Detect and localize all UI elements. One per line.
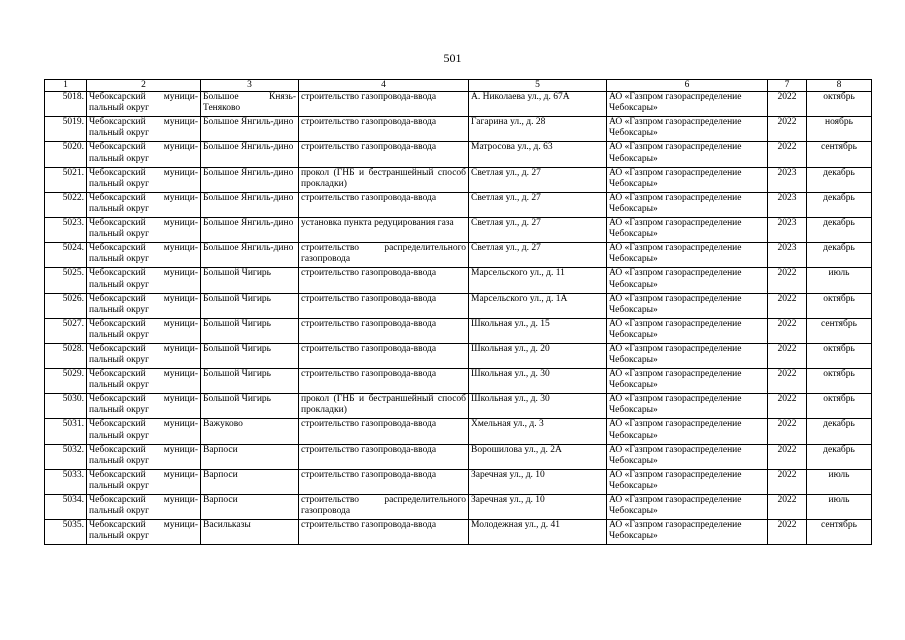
organization-cell: АО «Газпром газораспределение Чебоксары» bbox=[607, 469, 768, 494]
table-row bbox=[45, 444, 872, 469]
district-cell: Чебоксарский муници-пальный округ bbox=[87, 394, 201, 419]
year-cell: 2022 bbox=[768, 343, 807, 368]
year-cell: 2022 bbox=[768, 92, 807, 117]
organization-cell: АО «Газпром газораспределение Чебоксары» bbox=[607, 268, 768, 293]
district-cell: Чебоксарский муници-пальный округ bbox=[87, 192, 201, 217]
work-type-cell: строительство газопровода-ввода bbox=[299, 268, 469, 293]
table-row bbox=[45, 419, 872, 444]
settlement-cell: Большой Чигирь bbox=[201, 268, 299, 293]
address-cell: Молодежная ул., д. 41 bbox=[469, 520, 607, 545]
table-row bbox=[45, 520, 872, 545]
organization-cell: АО «Газпром газораспределение Чебоксары» bbox=[607, 167, 768, 192]
work-type-cell: прокол (ГНБ и бестраншейный способ прокладки) bbox=[299, 394, 469, 419]
month-cell: октябрь bbox=[807, 343, 872, 368]
work-type-cell: строительство газопровода-ввода bbox=[299, 192, 469, 217]
table-row bbox=[45, 318, 872, 343]
year-cell: 2022 bbox=[768, 469, 807, 494]
district-cell: Чебоксарский муници-пальный округ bbox=[87, 167, 201, 192]
column-header: 5 bbox=[469, 80, 607, 92]
address-cell: Светлая ул., д. 27 bbox=[469, 192, 607, 217]
work-type-cell: строительство распределительного газопровода bbox=[299, 495, 469, 520]
address-cell: А. Николаева ул., д. 67А bbox=[469, 92, 607, 117]
month-cell: декабрь bbox=[807, 192, 872, 217]
column-header: 3 bbox=[201, 80, 299, 92]
row-number-cell: 5018. bbox=[45, 92, 87, 117]
organization-cell: АО «Газпром газораспределение Чебоксары» bbox=[607, 495, 768, 520]
table-row bbox=[45, 217, 872, 242]
table-row bbox=[45, 268, 872, 293]
header-row bbox=[45, 80, 872, 92]
month-cell: октябрь bbox=[807, 369, 872, 394]
year-cell: 2022 bbox=[768, 318, 807, 343]
month-cell: июль bbox=[807, 268, 872, 293]
settlement-cell: Важуково bbox=[201, 419, 299, 444]
settlement-cell: Варпоси bbox=[201, 444, 299, 469]
organization-cell: АО «Газпром газораспределение Чебоксары» bbox=[607, 318, 768, 343]
organization-cell: АО «Газпром газораспределение Чебоксары» bbox=[607, 520, 768, 545]
month-cell: июль bbox=[807, 495, 872, 520]
year-cell: 2022 bbox=[768, 419, 807, 444]
table-row bbox=[45, 243, 872, 268]
work-type-cell: строительство газопровода-ввода bbox=[299, 92, 469, 117]
address-cell: Матросова ул., д. 63 bbox=[469, 142, 607, 167]
work-type-cell: установка пункта редуцирования газа bbox=[299, 217, 469, 242]
table-row bbox=[45, 343, 872, 368]
organization-cell: АО «Газпром газораспределение Чебоксары» bbox=[607, 369, 768, 394]
work-type-cell: прокол (ГНБ и бестраншейный способ прокладки) bbox=[299, 167, 469, 192]
column-header: 1 bbox=[45, 80, 87, 92]
year-cell: 2022 bbox=[768, 394, 807, 419]
settlement-cell: Большой Чигирь bbox=[201, 318, 299, 343]
month-cell: сентябрь bbox=[807, 142, 872, 167]
address-cell: Марсельского ул., д. 11 bbox=[469, 268, 607, 293]
row-number-cell: 5022. bbox=[45, 192, 87, 217]
work-type-cell: строительство газопровода-ввода bbox=[299, 293, 469, 318]
organization-cell: АО «Газпром газораспределение Чебоксары» bbox=[607, 92, 768, 117]
row-number-cell: 5027. bbox=[45, 318, 87, 343]
year-cell: 2022 bbox=[768, 495, 807, 520]
address-cell: Ворошилова ул., д. 2А bbox=[469, 444, 607, 469]
settlement-cell: Васильказы bbox=[201, 520, 299, 545]
year-cell: 2023 bbox=[768, 217, 807, 242]
year-cell: 2022 bbox=[768, 117, 807, 142]
organization-cell: АО «Газпром газораспределение Чебоксары» bbox=[607, 243, 768, 268]
district-cell: Чебоксарский муници-пальный округ bbox=[87, 419, 201, 444]
year-cell: 2022 bbox=[768, 444, 807, 469]
district-cell: Чебоксарский муници-пальный округ bbox=[87, 117, 201, 142]
district-cell: Чебоксарский муници-пальный округ bbox=[87, 495, 201, 520]
settlement-cell: Большой Чигирь bbox=[201, 394, 299, 419]
settlement-cell: Варпоси bbox=[201, 469, 299, 494]
table-row bbox=[45, 92, 872, 117]
work-type-cell: строительство газопровода-ввода bbox=[299, 369, 469, 394]
organization-cell: АО «Газпром газораспределение Чебоксары» bbox=[607, 394, 768, 419]
table-row bbox=[45, 167, 872, 192]
address-cell: Заречная ул., д. 10 bbox=[469, 495, 607, 520]
column-header: 8 bbox=[807, 80, 872, 92]
month-cell: сентябрь bbox=[807, 520, 872, 545]
organization-cell: АО «Газпром газораспределение Чебоксары» bbox=[607, 419, 768, 444]
row-number-cell: 5034. bbox=[45, 495, 87, 520]
year-cell: 2022 bbox=[768, 520, 807, 545]
organization-cell: АО «Газпром газораспределение Чебоксары» bbox=[607, 217, 768, 242]
work-type-cell: строительство распределительного газопровода bbox=[299, 243, 469, 268]
table-body bbox=[45, 92, 872, 545]
organization-cell: АО «Газпром газораспределение Чебоксары» bbox=[607, 293, 768, 318]
year-cell: 2022 bbox=[768, 293, 807, 318]
year-cell: 2022 bbox=[768, 142, 807, 167]
month-cell: сентябрь bbox=[807, 318, 872, 343]
column-header: 6 bbox=[607, 80, 768, 92]
work-type-cell: строительство газопровода-ввода bbox=[299, 117, 469, 142]
table-header bbox=[45, 80, 872, 92]
settlement-cell: Большое Князь-Теняково bbox=[201, 92, 299, 117]
district-cell: Чебоксарский муници-пальный округ bbox=[87, 243, 201, 268]
organization-cell: АО «Газпром газораспределение Чебоксары» bbox=[607, 117, 768, 142]
settlement-cell: Большое Янгиль-дино bbox=[201, 243, 299, 268]
table-row bbox=[45, 495, 872, 520]
district-cell: Чебоксарский муници-пальный округ bbox=[87, 343, 201, 368]
work-type-cell: строительство газопровода-ввода bbox=[299, 419, 469, 444]
row-number-cell: 5019. bbox=[45, 117, 87, 142]
work-type-cell: строительство газопровода-ввода bbox=[299, 469, 469, 494]
address-cell: Школьная ул., д. 15 bbox=[469, 318, 607, 343]
table-row bbox=[45, 117, 872, 142]
year-cell: 2022 bbox=[768, 268, 807, 293]
year-cell: 2023 bbox=[768, 243, 807, 268]
table-row bbox=[45, 293, 872, 318]
column-header: 4 bbox=[299, 80, 469, 92]
row-number-cell: 5031. bbox=[45, 419, 87, 444]
month-cell: декабрь bbox=[807, 419, 872, 444]
table-row bbox=[45, 192, 872, 217]
settlement-cell: Большой Чигирь bbox=[201, 343, 299, 368]
settlement-cell: Большое Янгиль-дино bbox=[201, 167, 299, 192]
address-cell: Хмельная ул., д. 3 bbox=[469, 419, 607, 444]
column-header: 2 bbox=[87, 80, 201, 92]
settlement-cell: Большое Янгиль-дино bbox=[201, 217, 299, 242]
settlement-cell: Большой Чигирь bbox=[201, 369, 299, 394]
organization-cell: АО «Газпром газораспределение Чебоксары» bbox=[607, 343, 768, 368]
district-cell: Чебоксарский муници-пальный округ bbox=[87, 444, 201, 469]
district-cell: Чебоксарский муници-пальный округ bbox=[87, 217, 201, 242]
district-cell: Чебоксарский муници-пальный округ bbox=[87, 369, 201, 394]
row-number-cell: 5035. bbox=[45, 520, 87, 545]
page-number: 501 bbox=[443, 51, 462, 65]
month-cell: декабрь bbox=[807, 167, 872, 192]
work-type-cell: строительство газопровода-ввода bbox=[299, 520, 469, 545]
district-cell: Чебоксарский муници-пальный округ bbox=[87, 92, 201, 117]
table-row bbox=[45, 469, 872, 494]
settlement-cell: Большое Янгиль-дино bbox=[201, 142, 299, 167]
address-cell: Светлая ул., д. 27 bbox=[469, 243, 607, 268]
work-type-cell: строительство газопровода-ввода bbox=[299, 444, 469, 469]
district-cell: Чебоксарский муници-пальный округ bbox=[87, 293, 201, 318]
address-cell: Школьная ул., д. 20 bbox=[469, 343, 607, 368]
organization-cell: АО «Газпром газораспределение Чебоксары» bbox=[607, 142, 768, 167]
row-number-cell: 5023. bbox=[45, 217, 87, 242]
month-cell: декабрь bbox=[807, 243, 872, 268]
organization-cell: АО «Газпром газораспределение Чебоксары» bbox=[607, 444, 768, 469]
month-cell: октябрь bbox=[807, 293, 872, 318]
month-cell: ноябрь bbox=[807, 117, 872, 142]
table-row bbox=[45, 142, 872, 167]
organization-cell: АО «Газпром газораспределение Чебоксары» bbox=[607, 192, 768, 217]
year-cell: 2022 bbox=[768, 369, 807, 394]
settlement-cell: Большое Янгиль-дино bbox=[201, 192, 299, 217]
row-number-cell: 5025. bbox=[45, 268, 87, 293]
row-number-cell: 5032. bbox=[45, 444, 87, 469]
month-cell: июль bbox=[807, 469, 872, 494]
address-cell: Марсельского ул., д. 1А bbox=[469, 293, 607, 318]
row-number-cell: 5026. bbox=[45, 293, 87, 318]
column-header: 7 bbox=[768, 80, 807, 92]
district-cell: Чебоксарский муници-пальный округ bbox=[87, 142, 201, 167]
month-cell: декабрь bbox=[807, 444, 872, 469]
row-number-cell: 5028. bbox=[45, 343, 87, 368]
district-cell: Чебоксарский муници-пальный округ bbox=[87, 520, 201, 545]
address-cell: Школьная ул., д. 30 bbox=[469, 369, 607, 394]
month-cell: декабрь bbox=[807, 217, 872, 242]
row-number-cell: 5030. bbox=[45, 394, 87, 419]
row-number-cell: 5020. bbox=[45, 142, 87, 167]
work-type-cell: строительство газопровода-ввода bbox=[299, 142, 469, 167]
district-cell: Чебоксарский муници-пальный округ bbox=[87, 268, 201, 293]
table-row bbox=[45, 369, 872, 394]
settlement-cell: Большой Чигирь bbox=[201, 293, 299, 318]
address-cell: Школьная ул., д. 30 bbox=[469, 394, 607, 419]
year-cell: 2023 bbox=[768, 167, 807, 192]
data-table bbox=[44, 79, 872, 545]
address-cell: Гагарина ул., д. 28 bbox=[469, 117, 607, 142]
settlement-cell: Большое Янгиль-дино bbox=[201, 117, 299, 142]
settlement-cell: Варпоси bbox=[201, 495, 299, 520]
month-cell: октябрь bbox=[807, 394, 872, 419]
address-cell: Светлая ул., д. 27 bbox=[469, 167, 607, 192]
table-row bbox=[45, 394, 872, 419]
work-type-cell: строительство газопровода-ввода bbox=[299, 318, 469, 343]
row-number-cell: 5029. bbox=[45, 369, 87, 394]
work-type-cell: строительство газопровода-ввода bbox=[299, 343, 469, 368]
address-cell: Светлая ул., д. 27 bbox=[469, 217, 607, 242]
year-cell: 2023 bbox=[768, 192, 807, 217]
month-cell: октябрь bbox=[807, 92, 872, 117]
row-number-cell: 5021. bbox=[45, 167, 87, 192]
district-cell: Чебоксарский муници-пальный округ bbox=[87, 469, 201, 494]
address-cell: Заречная ул., д. 10 bbox=[469, 469, 607, 494]
row-number-cell: 5033. bbox=[45, 469, 87, 494]
district-cell: Чебоксарский муници-пальный округ bbox=[87, 318, 201, 343]
row-number-cell: 5024. bbox=[45, 243, 87, 268]
